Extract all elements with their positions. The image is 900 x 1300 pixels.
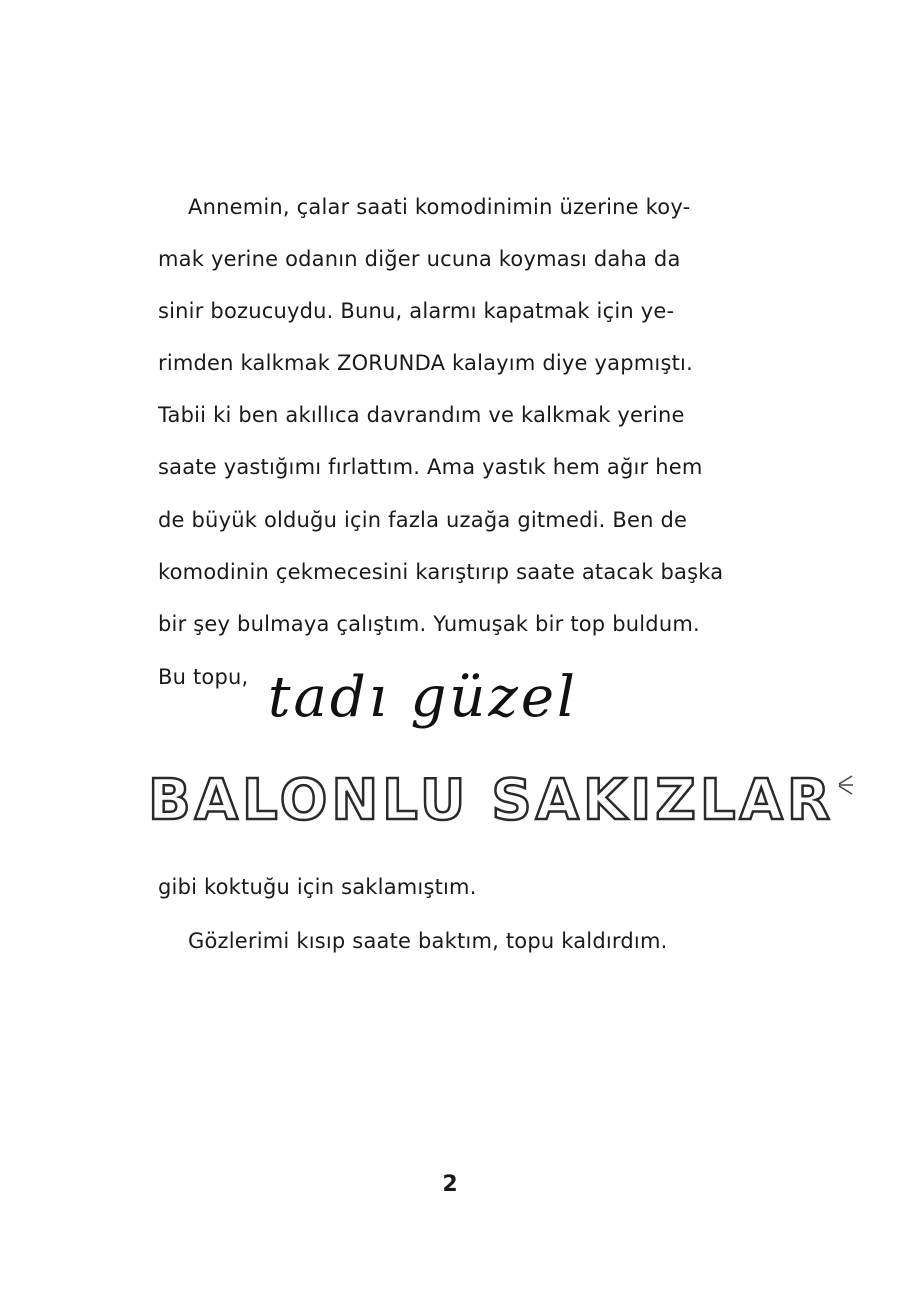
paragraph-line: bir şey bulmaya çalıştım. Yumuşak bir top buldum. (158, 612, 700, 636)
paragraph-line: saate yastığımı fırlattım. Ama yastık hem ağır hem (158, 455, 703, 479)
page-number: 2 (442, 1172, 458, 1197)
paragraph-line: rimden kalkmak ZORUNDA kalayım diye yapmıştı. (158, 351, 693, 375)
paragraph-line: komodinin çekmecesini karıştırıp saate atacak başka (158, 560, 724, 584)
sparkle-icon (836, 772, 854, 796)
paragraph-line: gibi koktuğu için saklamıştım. (158, 875, 477, 899)
handwritten-phrase: tadı güzel (268, 665, 578, 730)
paragraph-line: de büyük olduğu için fazla uzağa gitmedi. Ben de (158, 508, 688, 532)
paragraph-line: Tabii ki ben akıllıca davrandım ve kalkmak yerine (158, 403, 685, 427)
bubble-word-sakizlar: SAKIZLAR (491, 768, 834, 833)
paragraph-line: Gözlerimi kısıp saate baktım, topu kaldırdım. (188, 929, 668, 953)
paragraph-line: Bu topu, (158, 665, 249, 689)
paragraph-line: mak yerine odanın diğer ucuna koyması daha da (158, 247, 681, 271)
bubble-word-balonlu: BALONLU (148, 768, 470, 833)
paragraph-line: Annemin, çalar saati komodinimin üzerine koy- (188, 195, 691, 219)
paragraph-line: sinir bozucuydu. Bunu, alarmı kapatmak için ye- (158, 299, 675, 323)
bubble-letters (148, 768, 854, 840)
